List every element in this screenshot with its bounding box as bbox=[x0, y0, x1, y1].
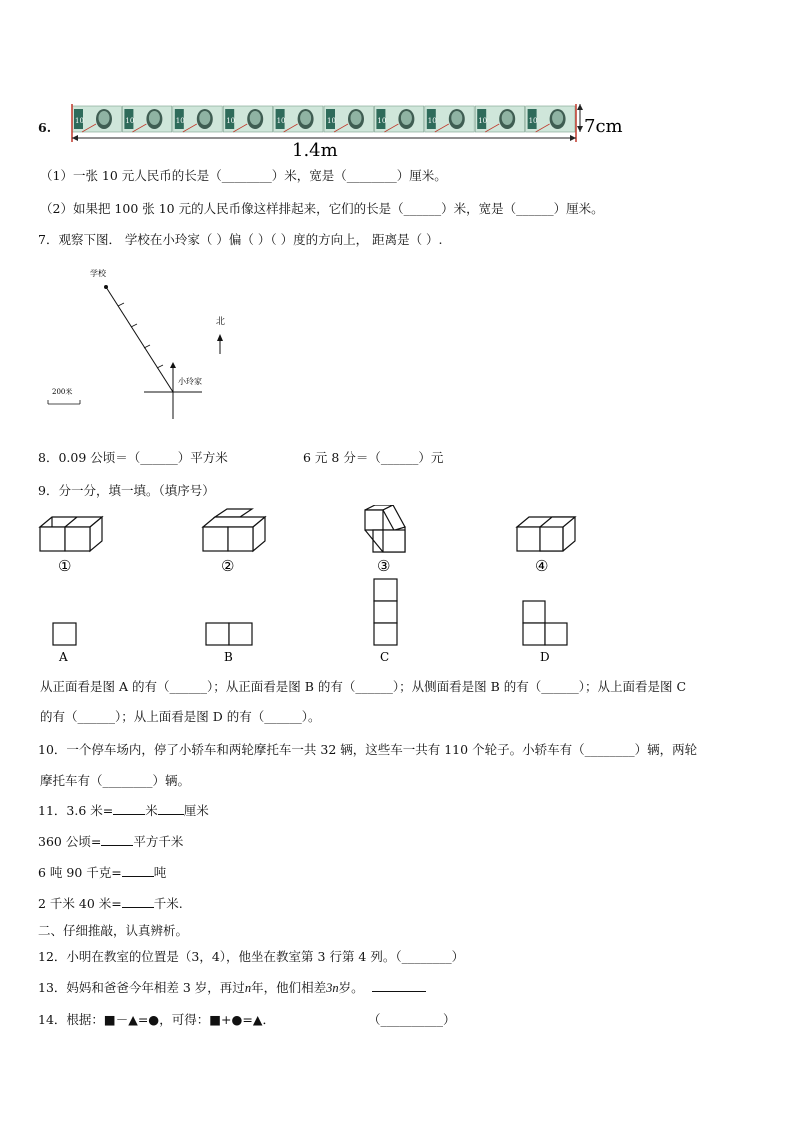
solid-1 bbox=[40, 517, 102, 551]
view-c-label: C bbox=[380, 650, 390, 664]
q11-blank-2[interactable] bbox=[158, 814, 184, 815]
school-label: 学校 bbox=[90, 269, 106, 278]
q11-l3b: 吨 bbox=[153, 865, 167, 880]
q8-part1: 8．0.09 公顷＝（______）平方米 bbox=[38, 450, 228, 465]
q9-line2: 的有（______）；从上面看是图 D 的有（______）。 bbox=[40, 709, 321, 724]
tick-2 bbox=[131, 324, 137, 327]
q11-blank-4[interactable] bbox=[122, 876, 154, 877]
ruler-length-label: 1.4m bbox=[292, 140, 338, 160]
home-axis-arrow bbox=[170, 362, 176, 368]
q11-line3 bbox=[38, 863, 166, 881]
section-2-heading: 二、仔细推敲，认真辨析。 bbox=[38, 923, 189, 938]
q11-line4 bbox=[38, 894, 183, 912]
q13-b: 年，他们相差 bbox=[251, 980, 327, 995]
q11-line2 bbox=[38, 832, 183, 850]
q9-title: 9．分一分，填一填。（填序号） bbox=[38, 483, 215, 498]
width-arrow-bottom-head bbox=[577, 126, 583, 132]
banknote-value: 10 bbox=[327, 117, 336, 125]
banknote-value: 10 bbox=[528, 117, 538, 125]
banknote bbox=[526, 106, 575, 132]
banknote-value: 10 bbox=[276, 117, 286, 125]
banknote bbox=[72, 106, 121, 132]
banknote-value: 10 bbox=[226, 117, 236, 125]
home-label: 小玲家 bbox=[178, 377, 202, 386]
banknote bbox=[122, 106, 171, 132]
banknote-strip bbox=[72, 106, 575, 132]
banknote bbox=[274, 106, 323, 132]
q14-text: 14．根据：■－▲=●，可得：■+●=▲． bbox=[38, 1012, 275, 1027]
q13-n: n bbox=[244, 981, 252, 995]
school-to-home-line bbox=[106, 287, 173, 392]
solid-3-label: ③ bbox=[377, 557, 391, 575]
banknote-value: 10 bbox=[427, 117, 437, 125]
length-arrow-right-head bbox=[570, 135, 576, 141]
q10-line2: 摩托车有（________）辆。 bbox=[40, 773, 191, 788]
q13-a: 13．妈妈和爸爸今年相差 3 岁，再过 bbox=[38, 980, 245, 995]
banknote-value: 10 bbox=[75, 117, 84, 125]
banknote-value: 10 bbox=[125, 117, 135, 125]
banknote-value: 10 bbox=[175, 117, 185, 125]
q14-answer[interactable]: （__________） bbox=[368, 1012, 456, 1027]
solid-4-label: ④ bbox=[535, 557, 549, 575]
q13-text bbox=[38, 978, 426, 996]
q11-l2a: 360 公顷= bbox=[38, 834, 102, 849]
banknote-value: 10 bbox=[377, 117, 387, 125]
q11-line1 bbox=[38, 801, 209, 819]
solid-3 bbox=[365, 505, 405, 552]
view-a-label: A bbox=[59, 650, 68, 664]
q7-direction-map bbox=[40, 262, 250, 427]
q11-l3a: 6 吨 90 千克= bbox=[38, 865, 122, 880]
view-c bbox=[374, 579, 397, 645]
view-b bbox=[206, 623, 252, 645]
tick-3 bbox=[144, 345, 150, 348]
q11-l4a: 2 千米 40 米= bbox=[38, 896, 122, 911]
q11-l2b: 平方千米 bbox=[133, 834, 184, 849]
view-a bbox=[53, 623, 76, 645]
q9-solids-figure bbox=[30, 505, 590, 575]
solid-4 bbox=[517, 517, 575, 551]
q9-views-figure bbox=[40, 575, 600, 667]
q12-text: 12．小明在教室的位置是（3，4），他坐在教室第 3 行第 4 列。（________） bbox=[38, 949, 465, 964]
q6-sub2: （2）如果把 100 张 10 元的人民币像这样排起来，它们的长是（______）米，宽是（______）厘米。 bbox=[40, 201, 604, 216]
north-arrow-head bbox=[217, 334, 223, 341]
q7-text: 7．观察下图． 学校在小玲家（ ）偏（ ）（ ）度的方向上， 距离是（ ）. bbox=[38, 232, 443, 247]
scale-label: 200米 bbox=[52, 388, 73, 396]
solid-1-label: ① bbox=[58, 557, 72, 575]
q13-3n: 3n bbox=[326, 981, 339, 995]
banknote-value: 10 bbox=[478, 117, 488, 125]
q9-line1: 从正面看是图 A 的有（______）；从正面看是图 B 的有（______）；从侧面看是图 B 的有（______）；从上面看是图 C bbox=[40, 679, 687, 694]
q10-line1: 10．一个停车场内，停了小轿车和两轮摩托车一共 32 辆，这些车一共有 110 个轮子。小轿车有（________）辆，两轮 bbox=[38, 742, 698, 757]
q11-blank-1[interactable] bbox=[113, 814, 145, 815]
q8-part2: 6 元 8 分＝（______）元 bbox=[303, 450, 444, 465]
banknote bbox=[223, 106, 272, 132]
q13-c: 岁。 bbox=[338, 980, 364, 995]
banknote bbox=[374, 106, 423, 132]
width-arrow-top-head bbox=[577, 104, 583, 110]
q11-l1c: 厘米 bbox=[183, 803, 209, 818]
banknote bbox=[173, 106, 222, 132]
q11-blank-5[interactable] bbox=[122, 907, 154, 908]
q11-blank-3[interactable] bbox=[101, 845, 133, 846]
north-label: 北 bbox=[216, 317, 226, 327]
view-d bbox=[523, 601, 567, 645]
q11-l1b: 米 bbox=[145, 803, 158, 818]
q6-banknote-ruler-figure bbox=[68, 100, 628, 160]
q13-answer-blank[interactable] bbox=[372, 991, 426, 992]
banknote bbox=[425, 106, 474, 132]
banknote bbox=[324, 106, 373, 132]
tick-1 bbox=[118, 303, 124, 306]
q11-l4b: 千米. bbox=[153, 896, 183, 911]
view-b-label: B bbox=[224, 650, 233, 664]
view-d-label: D bbox=[540, 650, 550, 664]
banknote bbox=[475, 106, 524, 132]
length-arrow-left-head bbox=[72, 135, 78, 141]
tick-4 bbox=[157, 365, 163, 368]
q6-number: 6. bbox=[38, 120, 52, 135]
solid-2 bbox=[203, 509, 265, 551]
q6-sub1: （1）一张 10 元人民币的长是（________）米，宽是（________）厘米。 bbox=[40, 168, 447, 183]
ruler-width-label: 7cm bbox=[584, 116, 623, 137]
solid-2-label: ② bbox=[221, 557, 235, 575]
q11-l1a: 11．3.6 米= bbox=[38, 803, 114, 818]
